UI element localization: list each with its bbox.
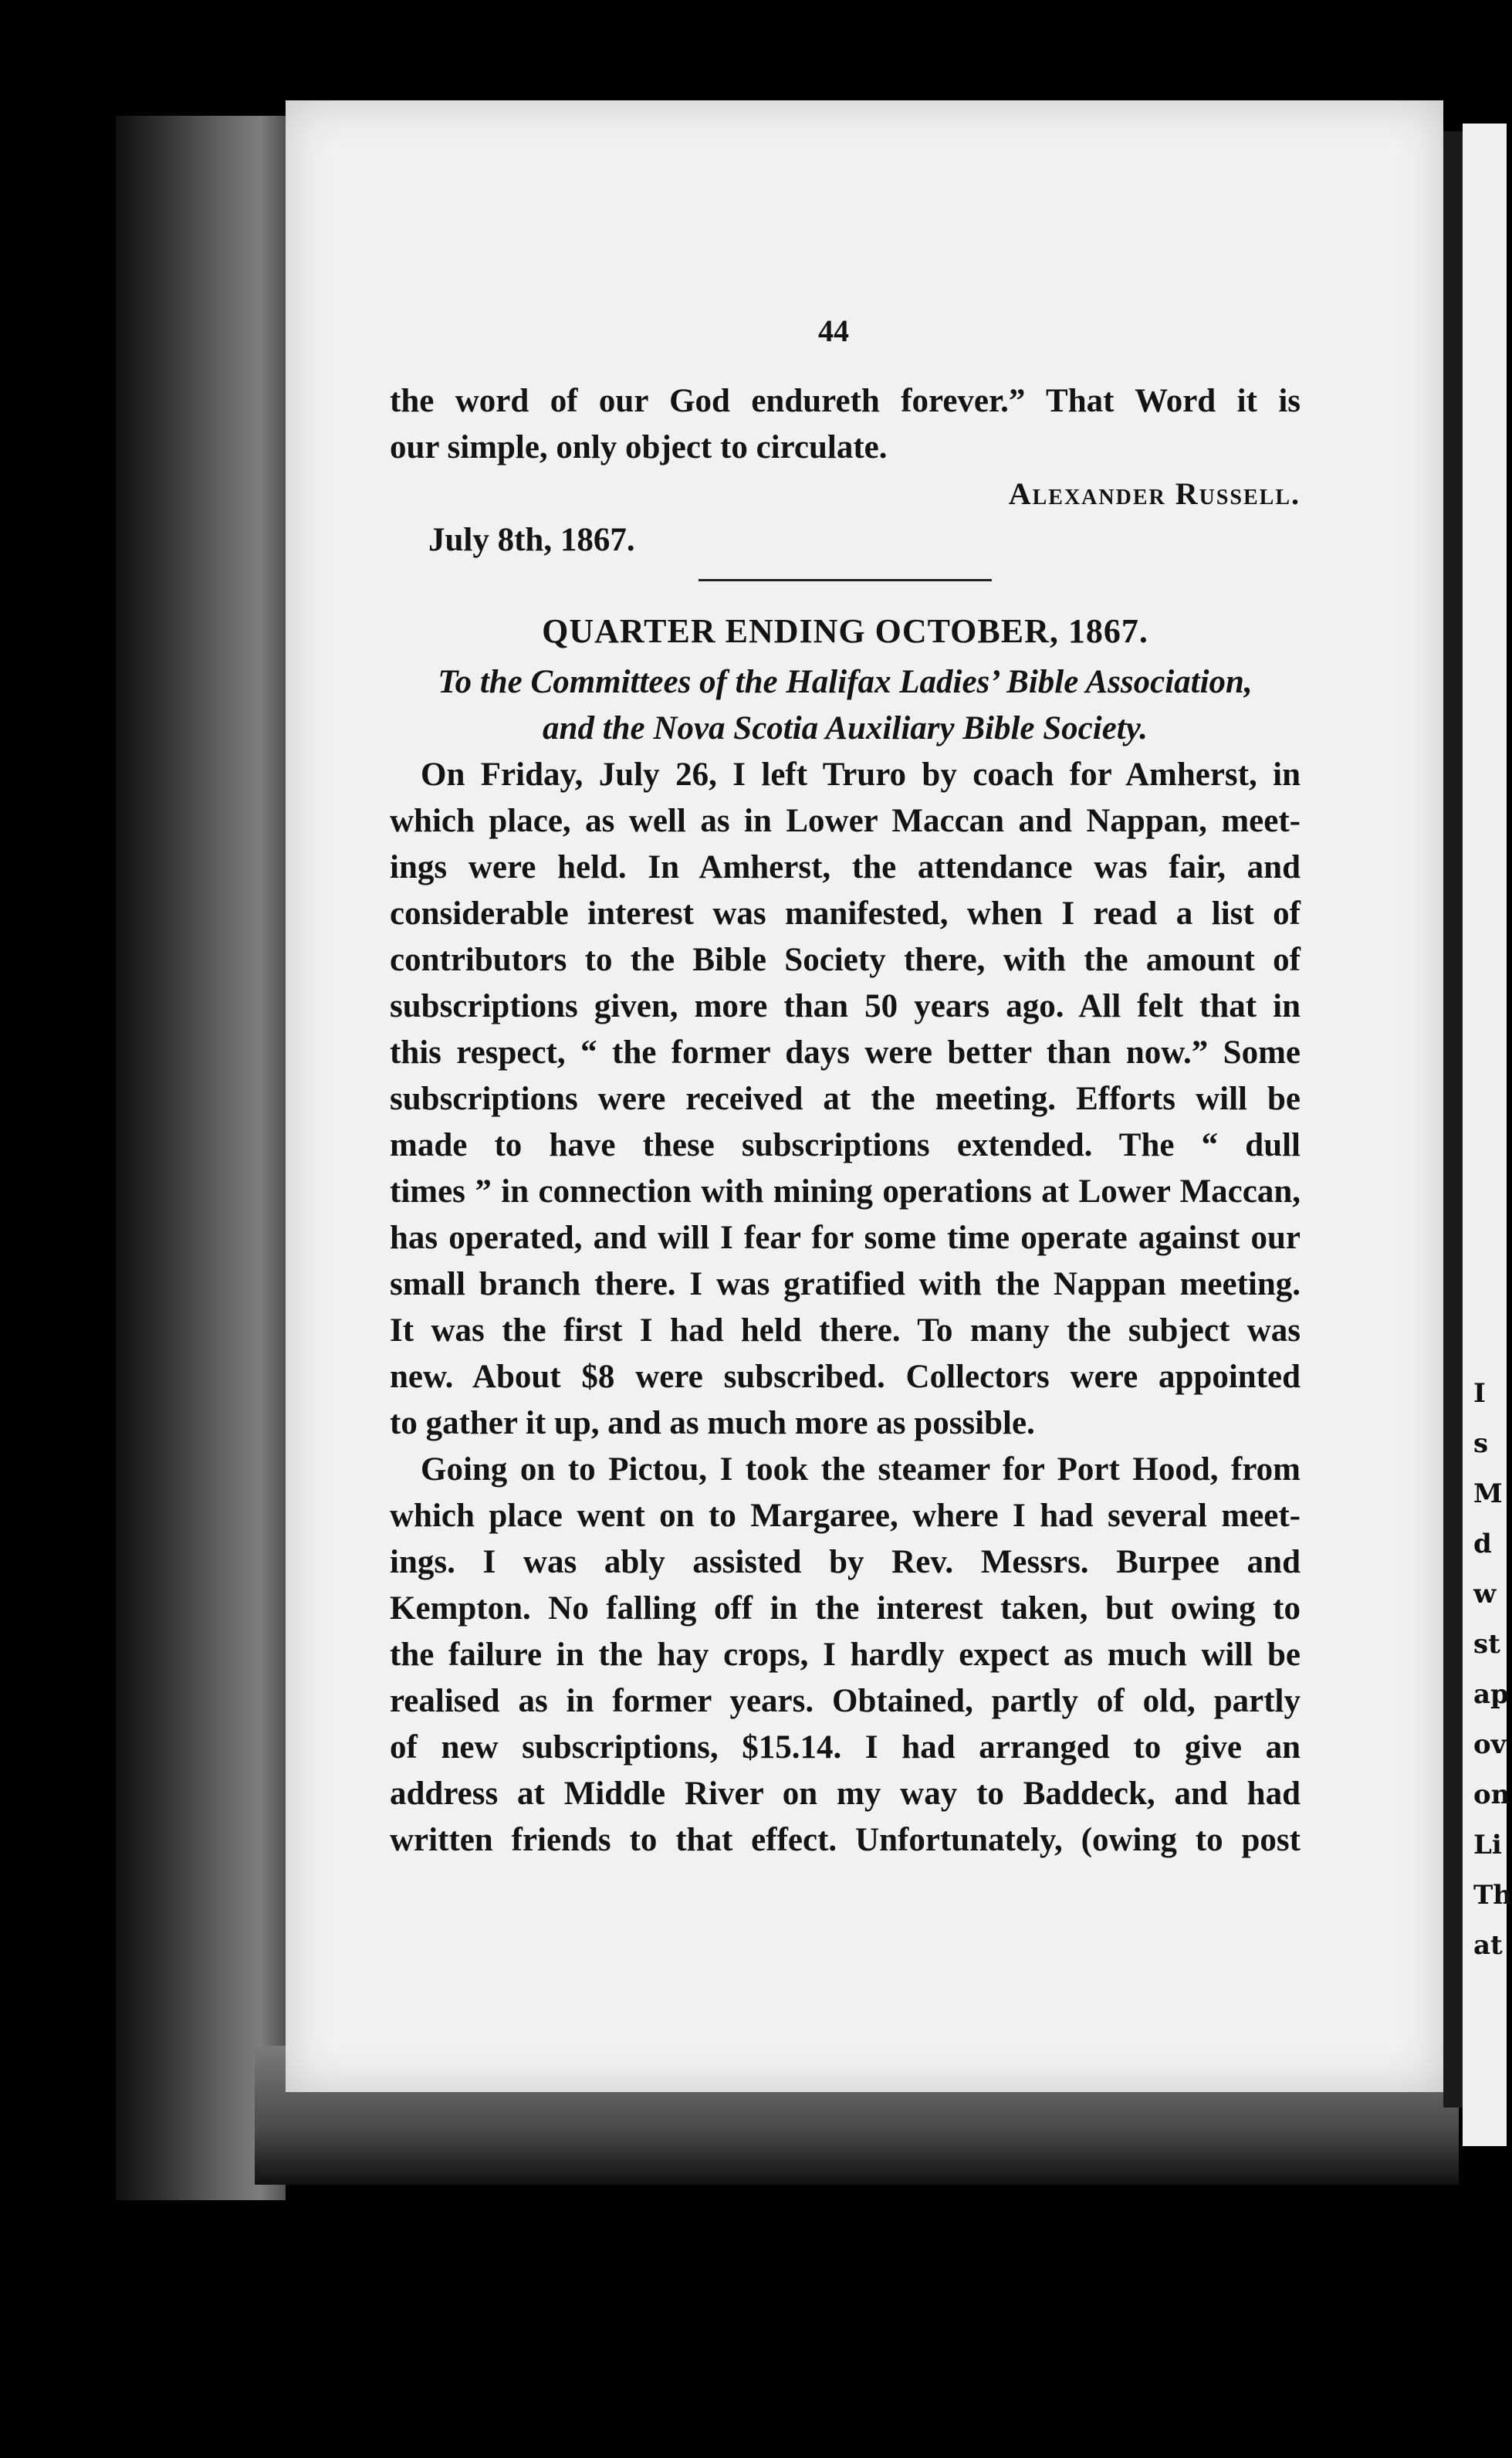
text-line: our simple, only object to circulate. [390,429,888,466]
page-text [390,378,1301,1864]
text-line: address at Middle River on my way to Baddeck, and had [390,1776,1301,1812]
section-heading: QUARTER ENDING OCTOBER, 1867. [542,612,1148,650]
text-line: which place went on to Margaree, where I had several meet- [390,1498,1301,1534]
text-line: new. About $8 were subscribed. Collectors were appointed [390,1359,1301,1395]
text-line: subscriptions were received at the meeting. Efforts will be [390,1081,1301,1117]
text-line: to gather it up, and as much more as possible. [390,1405,1035,1441]
text-line: small branch there. I was gratified with the Nappan meeting. [390,1266,1301,1302]
page-number: 44 [818,313,849,348]
text-line: considerable interest was manifested, when I read a list of [390,896,1301,932]
adjacent-page-word: at [1473,1930,1503,1961]
section-divider [698,579,992,581]
adjacent-page-word: w [1473,1579,1497,1610]
signature: Alexander Russell. [1008,476,1301,511]
adjacent-page-word: on [1473,1779,1510,1810]
text-line: contributors to the Bible Society there, with the amount of [390,942,1301,978]
adjacent-page-word: ap [1473,1679,1509,1710]
text-line: this respect, “ the former days were better than now.” Some [390,1034,1301,1071]
address-line: To the Committees of the Halifax Ladies’ Bible Association, [438,664,1253,700]
adjacent-page-word: s [1473,1428,1489,1459]
text-line: times ” in connection with mining operations at Lower Maccan, [390,1173,1301,1210]
adjacent-page-word: st [1473,1629,1500,1660]
letter-date: July 8th, 1867. [428,522,635,558]
adjacent-page-word: M [1473,1478,1503,1509]
text-line: ings were held. In Amherst, the attendance was fair, and [390,849,1301,885]
text-line: ings. I was ably assisted by Rev. Messrs. Burpee and [390,1544,1301,1580]
text-line: the failure in the hay crops, I hardly expect as much will be [390,1637,1301,1673]
adjacent-page-word: d [1473,1529,1492,1559]
text-line: which place, as well as in Lower Maccan and Nappan, meet- [390,803,1301,839]
text-line: written friends to that effect. Unfortunately, (owing to post [390,1822,1301,1858]
text-line: Going on to Pictou, I took the steamer for Port Hood, from [421,1451,1301,1488]
adjacent-page-fragment [1463,124,1512,2146]
book-spine [116,116,286,2200]
adjacent-page-word: ov [1473,1729,1507,1760]
text-line: subscriptions given, more than 50 years ago. All felt that in [390,988,1301,1024]
text-line: has operated, and will I fear for some time operate against our [390,1220,1301,1256]
text-line: realised as in former years. Obtained, partly of old, partly [390,1683,1301,1719]
text-line: It was the first I had held there. To many the subject was [390,1312,1301,1349]
text-line: the word of our God endureth forever.” That Word it is [390,383,1301,419]
adjacent-page-word: I [1473,1378,1486,1409]
text-line: Kempton. No falling off in the interest taken, but owing to [390,1590,1301,1627]
text-line: of new subscriptions, $15.14. I had arranged to give an [390,1729,1301,1766]
text-line: On Friday, July 26, I left Truro by coach for Amherst, in [421,757,1301,793]
adjacent-page-word: Th [1473,1880,1512,1911]
address-line: and the Nova Scotia Auxiliary Bible Society. [543,710,1148,747]
text-line: made to have these subscriptions extended. The “ dull [390,1127,1301,1163]
adjacent-page-word: Li [1473,1830,1502,1860]
